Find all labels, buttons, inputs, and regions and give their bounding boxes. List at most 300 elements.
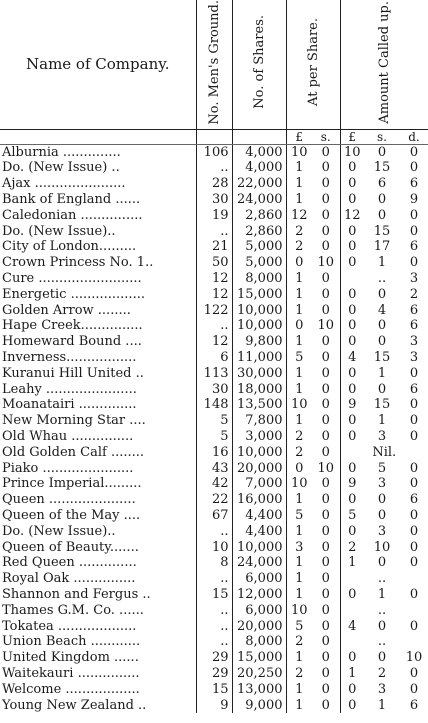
called-pounds: 0: [340, 429, 364, 445]
called-pounds: 0: [340, 382, 364, 398]
company-name: Welcome ..................: [2, 681, 140, 697]
per-share-shillings: 0: [321, 428, 330, 444]
company-name: Shannon and Fergus ..: [2, 586, 151, 602]
men-ground-cell: ..: [196, 524, 232, 540]
called-shillings: 2: [377, 665, 387, 681]
men-ground-cell: 148: [196, 397, 232, 413]
called-shillings: 0: [377, 381, 387, 397]
called-shillings: 0: [377, 334, 387, 350]
header-men-ground: No. Men's Ground.: [196, 0, 232, 129]
shares-cell: 22,000: [232, 176, 286, 192]
company-name: Old Golden Calf ........: [2, 444, 145, 460]
men-ground-cell: 15: [196, 587, 232, 603]
company-name: Piako ......................: [2, 460, 134, 476]
called-pence: 0: [409, 681, 419, 697]
called-pounds: 0: [340, 413, 364, 429]
shares-cell: 18,000: [232, 382, 286, 398]
called-pence: 10: [405, 650, 423, 666]
called-pence: 0: [409, 223, 419, 239]
per-share-pounds: 10: [286, 144, 312, 160]
shares-cell: 11,000: [232, 350, 286, 366]
called-pence: 6: [409, 697, 419, 713]
shares-cell: 4,000: [232, 160, 286, 176]
called-pounds: 0: [340, 682, 364, 698]
called-pence: 0: [409, 586, 419, 602]
per-share-shillings: 0: [321, 302, 330, 318]
per-share-pounds: 1: [286, 192, 312, 208]
men-ground-cell: 10: [196, 540, 232, 556]
called-pounds: 0: [340, 224, 364, 240]
called-pence: 3: [409, 334, 419, 350]
called-pounds: 0: [340, 698, 364, 714]
per-share-pounds: 1: [286, 571, 312, 587]
per-share-shillings: 10: [317, 318, 335, 334]
called-pounds: 0: [340, 160, 364, 176]
table-row: [0, 287, 428, 303]
unit-pound: £: [340, 129, 364, 144]
men-ground-cell: 8: [196, 555, 232, 571]
company-name: City of London.........: [2, 239, 137, 255]
company-name: Queen .....................: [2, 492, 136, 508]
per-share-shillings: 0: [321, 618, 330, 634]
called-pence: 0: [409, 555, 419, 571]
per-share-shillings: 0: [321, 444, 330, 460]
called-shillings: 15: [373, 160, 391, 176]
table-row: [0, 255, 428, 271]
company-name: Queen of the May ....: [2, 507, 141, 523]
per-share-shillings: 0: [321, 144, 330, 160]
called-pounds: 0: [340, 524, 364, 540]
company-name: Caledonian ...............: [2, 207, 143, 223]
called-pence: 0: [409, 460, 419, 476]
called-shillings: 0: [377, 650, 387, 666]
called-shillings: 4: [377, 302, 387, 318]
header-shares: No. of Shares.: [232, 0, 286, 129]
company-name: Waitekauri ...............: [2, 665, 140, 681]
called-shillings: 1: [377, 586, 387, 602]
shares-cell: 3,000: [232, 429, 286, 445]
per-share-pounds: 2: [286, 224, 312, 240]
company-name: New Morning Star ....: [2, 413, 146, 429]
table-row: [0, 350, 428, 366]
men-ground-cell: 30: [196, 382, 232, 398]
header-amount-called: Amount Called up.: [340, 0, 428, 129]
per-share-shillings: 0: [321, 207, 330, 223]
shares-cell: 8,000: [232, 634, 286, 650]
unit-shilling: s.: [364, 129, 400, 144]
called-shillings: 17: [373, 239, 391, 255]
men-ground-cell: 42: [196, 476, 232, 492]
called-pounds: 0: [340, 255, 364, 271]
per-share-pounds: 1: [286, 287, 312, 303]
shares-cell: 24,000: [232, 555, 286, 571]
per-share-shillings: 0: [321, 492, 330, 508]
shares-cell: 5,000: [232, 239, 286, 255]
table-row: [0, 571, 428, 587]
called-shillings: 5: [377, 460, 387, 476]
called-pounds: 0: [340, 461, 364, 477]
company-name: Crown Princess No. 1..: [2, 255, 154, 271]
table-row: [0, 682, 428, 698]
per-share-pounds: 10: [286, 476, 312, 492]
called-pence: 0: [409, 665, 419, 681]
called-pounds: [340, 571, 364, 587]
called-pounds: 0: [340, 192, 364, 208]
per-share-shillings: 0: [321, 602, 330, 618]
table-row: [0, 555, 428, 571]
called-shillings: 15: [373, 349, 391, 365]
table-row: [0, 239, 428, 255]
shares-cell: 6,000: [232, 603, 286, 619]
per-share-pounds: 5: [286, 350, 312, 366]
called-pence: 3: [409, 349, 419, 365]
called-pounds: 9: [340, 476, 364, 492]
company-name: Bank of England ......: [2, 192, 141, 208]
called-shillings: 0: [377, 492, 387, 508]
men-ground-cell: 15: [196, 682, 232, 698]
table-row: [0, 334, 428, 350]
men-ground-cell: 21: [196, 239, 232, 255]
table-row: [0, 461, 428, 477]
called-shillings: 0: [377, 207, 387, 223]
amount-called-nil: Nil.: [340, 445, 428, 461]
company-name: Thames G.M. Co. ......: [2, 602, 144, 618]
header-row: [0, 0, 428, 129]
shares-cell: 24,000: [232, 192, 286, 208]
called-shillings: ..: [377, 571, 387, 587]
per-share-shillings: 0: [321, 381, 330, 397]
header-per-share: At per Share.: [286, 0, 340, 129]
men-ground-cell: 6: [196, 350, 232, 366]
shares-cell: 13,000: [232, 682, 286, 698]
shares-cell: 8,000: [232, 271, 286, 287]
called-pence: 0: [409, 539, 419, 555]
table-row: [0, 445, 428, 461]
per-share-pounds: 1: [286, 587, 312, 603]
table-row: [0, 650, 428, 666]
per-share-pounds: 1: [286, 366, 312, 382]
per-share-shillings: 0: [321, 681, 330, 697]
per-share-shillings: 10: [317, 460, 335, 476]
men-ground-cell: 19: [196, 208, 232, 224]
men-ground-cell: 29: [196, 666, 232, 682]
called-pounds: 0: [340, 334, 364, 350]
called-pence: 0: [409, 476, 419, 492]
company-name: Cure .........................: [2, 271, 142, 286]
unit-pound: £: [286, 129, 312, 144]
unit-pence: d.: [400, 129, 428, 144]
called-pence: [400, 603, 428, 619]
per-share-shillings: 0: [321, 539, 330, 555]
table-row: [0, 429, 428, 445]
table-row: [0, 492, 428, 508]
company-name: Do. (New Issue)..: [2, 523, 116, 539]
called-pounds: 0: [340, 239, 364, 255]
per-share-pounds: 1: [286, 698, 312, 714]
shares-cell: 12,000: [232, 587, 286, 603]
shares-cell: 9,800: [232, 334, 286, 350]
company-name: Leahy ......................: [2, 381, 137, 397]
per-share-shillings: 0: [321, 397, 330, 413]
table-row: [0, 160, 428, 176]
called-pence: 6: [409, 176, 419, 192]
shares-cell: 4,000: [232, 144, 286, 160]
men-ground-cell: 122: [196, 303, 232, 319]
men-ground-cell: 9: [196, 698, 232, 714]
table-row: [0, 397, 428, 413]
called-pounds: [340, 603, 364, 619]
table-row: [0, 508, 428, 524]
per-share-pounds: 10: [286, 603, 312, 619]
men-ground-cell: ..: [196, 619, 232, 635]
called-pounds: 0: [340, 318, 364, 334]
per-share-shillings: 0: [321, 349, 330, 365]
men-ground-cell: 67: [196, 508, 232, 524]
called-shillings: ..: [377, 634, 387, 650]
per-share-shillings: 0: [321, 697, 330, 713]
called-shillings: 0: [377, 144, 387, 160]
shares-cell: 2,860: [232, 224, 286, 240]
called-pounds: 10: [340, 144, 364, 160]
header-company-name: Name of Company.: [0, 0, 196, 129]
called-shillings: 3: [377, 476, 387, 492]
shares-cell: 20,000: [232, 619, 286, 635]
per-share-shillings: 0: [321, 223, 330, 239]
table-row: [0, 619, 428, 635]
called-pence: [400, 571, 428, 587]
table-row: [0, 366, 428, 382]
per-share-shillings: 0: [321, 286, 330, 302]
table-row: [0, 224, 428, 240]
per-share-shillings: 0: [321, 523, 330, 539]
men-ground-cell: 113: [196, 366, 232, 382]
called-pounds: 12: [340, 208, 364, 224]
table-row: [0, 666, 428, 682]
table-row: [0, 176, 428, 192]
shares-cell: 16,000: [232, 492, 286, 508]
called-shillings: 1: [377, 365, 387, 381]
men-ground-cell: 22: [196, 492, 232, 508]
company-name: Red Queen ..............: [2, 555, 137, 571]
company-name: Alburnia ..............: [2, 144, 121, 160]
per-share-shillings: 0: [321, 192, 330, 208]
company-name: Union Beach ............: [2, 634, 141, 650]
table-row: [0, 303, 428, 319]
called-pounds: 0: [340, 587, 364, 603]
table-row: [0, 144, 428, 160]
called-pence: 0: [409, 618, 419, 634]
per-share-shillings: 0: [321, 665, 330, 681]
called-shillings: 1: [377, 697, 387, 713]
company-name: Old Whau ...............: [2, 428, 134, 444]
called-shillings: 3: [377, 681, 387, 697]
called-pounds: [340, 634, 364, 650]
called-pence: 0: [409, 207, 419, 223]
per-share-pounds: 1: [286, 271, 312, 287]
called-pounds: 0: [340, 287, 364, 303]
per-share-pounds: 5: [286, 508, 312, 524]
company-name: Do. (New Issue) ..: [2, 160, 120, 176]
table-row: [0, 413, 428, 429]
called-pence: 6: [409, 239, 419, 255]
men-ground-cell: 12: [196, 287, 232, 303]
men-ground-cell: ..: [196, 160, 232, 176]
per-share-shillings: 0: [321, 476, 330, 492]
per-share-shillings: 10: [317, 255, 335, 271]
called-pounds: 1: [340, 555, 364, 571]
shares-cell: 20,250: [232, 666, 286, 682]
called-shillings: 6: [377, 176, 387, 192]
men-ground-cell: 12: [196, 271, 232, 287]
per-share-pounds: 3: [286, 540, 312, 556]
company-name: Energetic ..................: [2, 286, 145, 302]
men-ground-cell: 5: [196, 413, 232, 429]
men-ground-cell: 12: [196, 334, 232, 350]
per-share-pounds: 1: [286, 334, 312, 350]
shares-cell: 5,000: [232, 255, 286, 271]
called-shillings: 10: [373, 539, 391, 555]
company-name: Homeward Bound ....: [2, 334, 142, 350]
called-pence: 6: [409, 381, 419, 397]
per-share-shillings: 0: [321, 634, 330, 650]
per-share-pounds: 2: [286, 429, 312, 445]
company-name: Golden Arrow ........: [2, 302, 131, 318]
table-row: [0, 476, 428, 492]
men-ground-cell: 5: [196, 429, 232, 445]
shares-cell: 30,000: [232, 366, 286, 382]
called-shillings: ..: [377, 271, 387, 286]
per-share-pounds: 1: [286, 160, 312, 176]
called-pounds: 0: [340, 650, 364, 666]
per-share-pounds: 1: [286, 492, 312, 508]
company-name: Hape Creek...............: [2, 318, 143, 334]
shares-cell: 7,800: [232, 413, 286, 429]
called-shillings: 0: [377, 318, 387, 334]
men-ground-cell: ..: [196, 571, 232, 587]
per-share-pounds: 2: [286, 239, 312, 255]
called-pence: 0: [409, 144, 419, 160]
per-share-pounds: 1: [286, 650, 312, 666]
shares-cell: 10,000: [232, 540, 286, 556]
called-shillings: 3: [377, 523, 387, 539]
men-ground-cell: 50: [196, 255, 232, 271]
shares-cell: 4,400: [232, 508, 286, 524]
company-name: United Kingdom ......: [2, 650, 139, 666]
called-shillings: 3: [377, 428, 387, 444]
shares-cell: 4,400: [232, 524, 286, 540]
called-pence: [400, 634, 428, 650]
per-share-pounds: 1: [286, 176, 312, 192]
men-ground-cell: 16: [196, 445, 232, 461]
per-share-pounds: 0: [286, 318, 312, 334]
per-share-shillings: 0: [321, 365, 330, 381]
per-share-shillings: 0: [321, 239, 330, 255]
per-share-pounds: 1: [286, 382, 312, 398]
called-shillings: 0: [377, 192, 387, 208]
per-share-pounds: 2: [286, 666, 312, 682]
called-shillings: 15: [373, 223, 391, 239]
table-row: [0, 603, 428, 619]
per-share-shillings: 0: [321, 555, 330, 571]
men-ground-cell: ..: [196, 318, 232, 334]
called-shillings: 0: [377, 618, 387, 634]
company-name: Royal Oak ...............: [2, 571, 136, 587]
per-share-pounds: 1: [286, 524, 312, 540]
table-row: [0, 634, 428, 650]
per-share-pounds: 1: [286, 682, 312, 698]
shares-cell: 6,000: [232, 571, 286, 587]
called-pounds: 9: [340, 397, 364, 413]
men-ground-cell: ..: [196, 224, 232, 240]
shares-cell: 10,000: [232, 318, 286, 334]
men-ground-cell: ..: [196, 603, 232, 619]
per-share-pounds: 1: [286, 555, 312, 571]
unit-shilling: s.: [312, 129, 340, 144]
called-shillings: 0: [377, 507, 387, 523]
per-share-pounds: 2: [286, 634, 312, 650]
called-pence: 6: [409, 318, 419, 334]
called-pence: 0: [409, 507, 419, 523]
table-row: [0, 698, 428, 714]
per-share-pounds: 2: [286, 445, 312, 461]
called-pounds: 0: [340, 492, 364, 508]
shares-cell: 10,000: [232, 445, 286, 461]
table-row: [0, 208, 428, 224]
called-pence: 0: [409, 365, 419, 381]
men-ground-cell: 29: [196, 650, 232, 666]
company-name: Kuranui Hill United ..: [2, 365, 144, 381]
table-row: [0, 587, 428, 603]
per-share-shillings: 0: [321, 160, 330, 176]
men-ground-cell: 28: [196, 176, 232, 192]
per-share-pounds: 10: [286, 397, 312, 413]
per-share-shillings: 0: [321, 334, 330, 350]
men-ground-cell: 43: [196, 461, 232, 477]
shares-cell: 15,000: [232, 650, 286, 666]
called-pence: 0: [409, 397, 419, 413]
per-share-shillings: 0: [321, 650, 330, 666]
called-pence: 0: [409, 523, 419, 539]
called-shillings: 0: [377, 555, 387, 571]
per-share-pounds: 1: [286, 303, 312, 319]
per-share-shillings: 0: [321, 176, 330, 192]
per-share-pounds: 0: [286, 255, 312, 271]
company-name: Young New Zealand ..: [2, 697, 147, 713]
shares-cell: 20,000: [232, 461, 286, 477]
men-ground-cell: ..: [196, 634, 232, 650]
shares-cell: 15,000: [232, 287, 286, 303]
men-ground-cell: 106: [196, 144, 232, 160]
called-pounds: 0: [340, 303, 364, 319]
called-pounds: 0: [340, 176, 364, 192]
shares-cell: 10,000: [232, 303, 286, 319]
called-pence: 6: [409, 302, 419, 318]
per-share-pounds: 1: [286, 413, 312, 429]
called-shillings: 0: [377, 286, 387, 302]
called-pounds: 4: [340, 350, 364, 366]
table-row: [0, 271, 428, 287]
called-shillings: 1: [377, 413, 387, 429]
called-pence: 0: [409, 255, 419, 271]
shares-cell: 13,500: [232, 397, 286, 413]
per-share-pounds: 12: [286, 208, 312, 224]
table-row: [0, 540, 428, 556]
per-share-shillings: 0: [321, 413, 330, 429]
called-pounds: [340, 271, 364, 287]
shares-cell: 2,860: [232, 208, 286, 224]
company-name: Queen of Beauty.......: [2, 539, 139, 555]
men-ground-cell: 30: [196, 192, 232, 208]
